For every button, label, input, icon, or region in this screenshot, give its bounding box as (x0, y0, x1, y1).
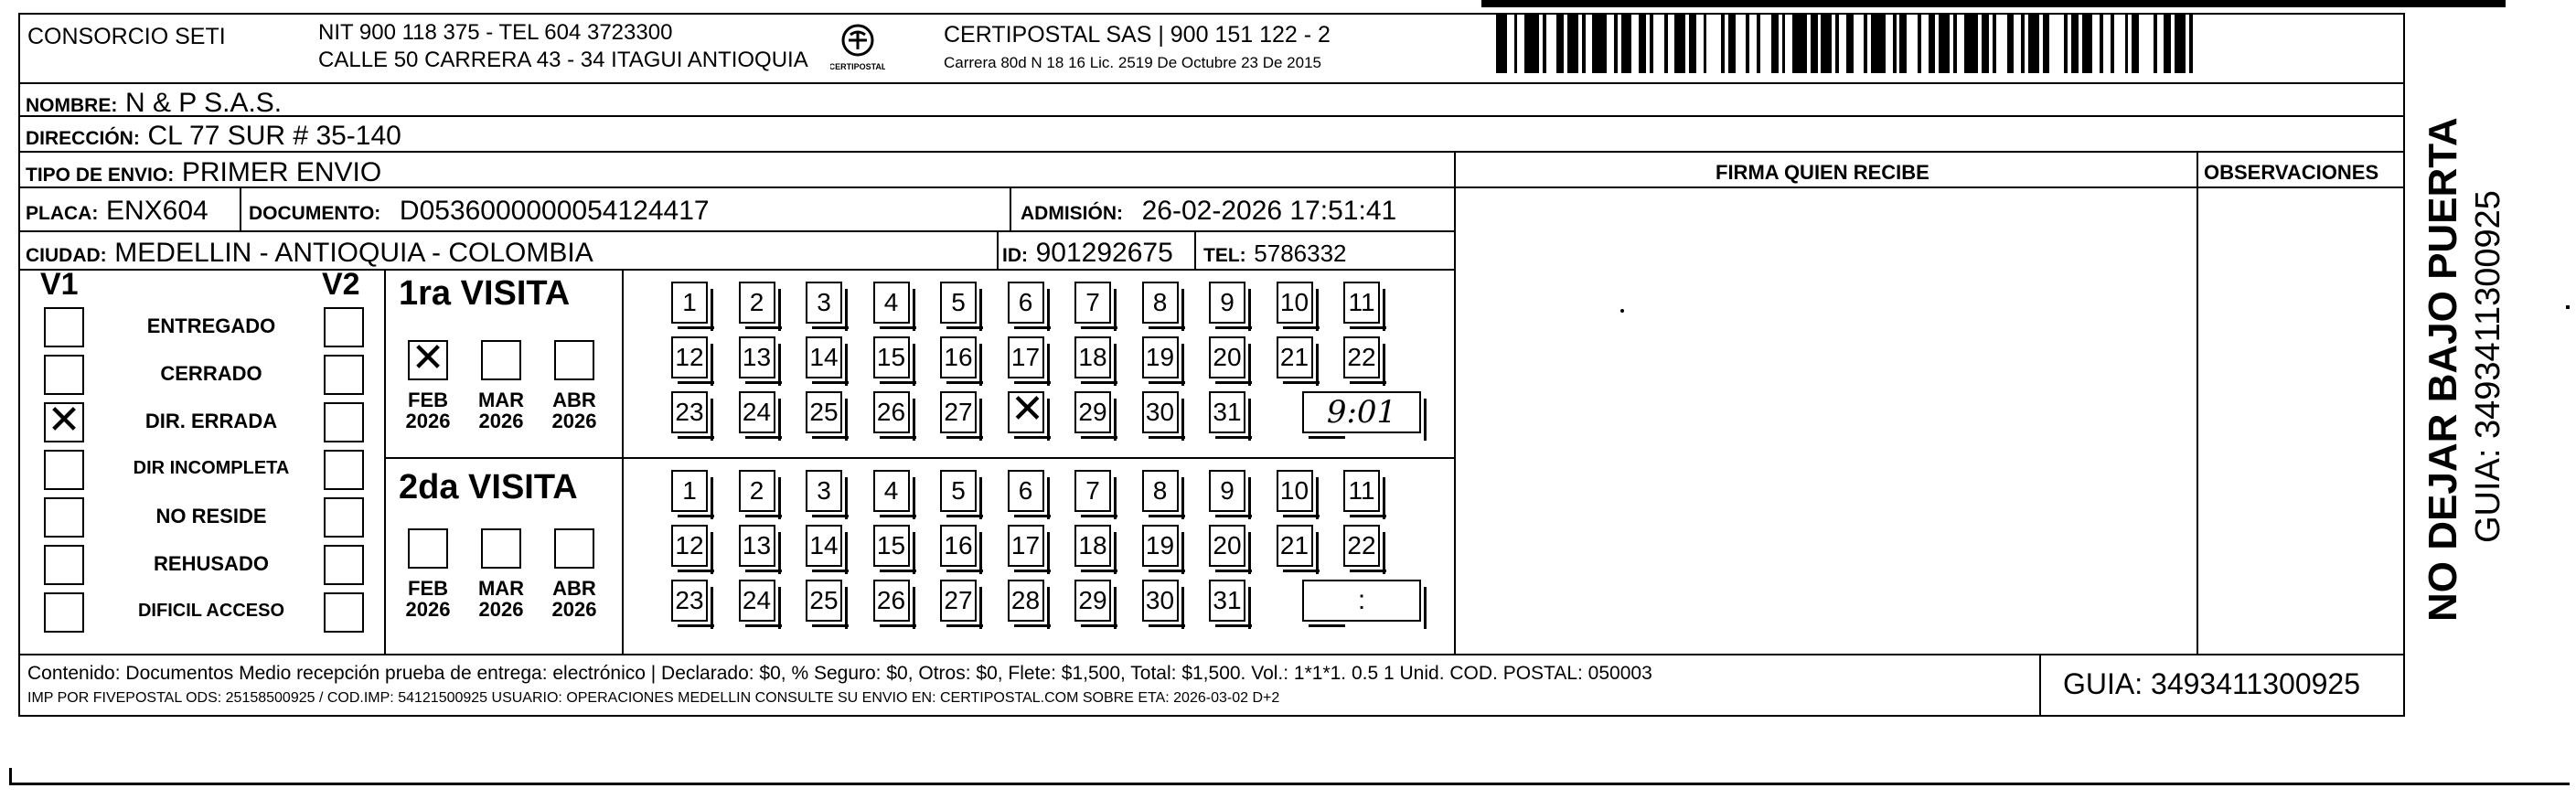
barcode-bar (1964, 15, 1979, 73)
month-checkbox[interactable] (554, 340, 594, 380)
barcode-bar (1674, 15, 1685, 73)
day-box[interactable]: 19 (1142, 525, 1179, 567)
month-checkbox[interactable] (408, 528, 448, 569)
barcode-space (2139, 15, 2154, 73)
status-label: DIR INCOMPLETA (133, 458, 290, 478)
divider (622, 269, 624, 654)
barcode-space (1886, 15, 1893, 73)
divider (18, 269, 1454, 271)
divider (1454, 151, 1456, 654)
time-box[interactable]: : (1302, 580, 1421, 622)
day-box[interactable]: 4 (873, 282, 910, 324)
barcode-space (2114, 15, 2125, 73)
barcode (1496, 15, 2200, 73)
tipo-envio-label: TIPO DE ENVIO: (26, 165, 175, 186)
day-box[interactable]: 3 (806, 282, 842, 324)
tel-value: 5786332 (1254, 240, 1347, 267)
month-name: FEB (408, 577, 448, 600)
day-box[interactable]: 11 (1343, 470, 1380, 512)
month-label (474, 389, 529, 431)
barcode-bar (1982, 15, 1989, 73)
month-checkbox[interactable] (481, 528, 521, 569)
day-box[interactable]: 8 (1142, 470, 1179, 512)
month-name: MAR (477, 389, 525, 411)
day-box[interactable]: 13 (739, 336, 775, 378)
day-box[interactable]: 20 (1209, 336, 1245, 378)
barcode-bar (1846, 15, 1854, 73)
barcode-bar (1939, 15, 1950, 73)
month-checkbox[interactable] (554, 528, 594, 569)
v1-checkbox[interactable] (44, 592, 84, 633)
barcode-bar (1771, 15, 1779, 73)
barcode-space (1736, 15, 1747, 73)
address-line: CALLE 50 CARRERA 43 - 34 ITAGUI ANTIOQUIA (318, 48, 808, 72)
month-label (547, 578, 602, 620)
barcode-bar (1592, 15, 1607, 73)
nombre-label: NOMBRE: (26, 95, 118, 116)
month-name: FEB (408, 389, 448, 411)
barcode-bar (2028, 15, 2039, 73)
day-box[interactable]: 15 (873, 525, 910, 567)
barcode-space (2157, 15, 2164, 73)
day-box[interactable]: 15 (873, 336, 910, 378)
time-box[interactable]: 9:01 (1302, 391, 1421, 433)
month-year: 2026 (478, 598, 524, 622)
day-box[interactable]: 5 (940, 282, 977, 324)
month-label (474, 578, 529, 620)
day-box[interactable]: 3 (806, 470, 842, 512)
month-name: ABR (552, 389, 596, 411)
tel-field (1203, 238, 1347, 266)
day-box[interactable]: 8 (1142, 282, 1179, 324)
day-box[interactable]: 25 (806, 391, 842, 433)
company-name: CONSORCIO SETI (27, 24, 226, 49)
firma-header: FIRMA QUIEN RECIBE (1716, 161, 1929, 184)
direccion-field (26, 121, 401, 150)
barcode-bar (1811, 15, 1818, 73)
v2-checkbox[interactable] (324, 355, 364, 395)
signature-area (1620, 309, 1624, 313)
bottom-scan-tick (9, 768, 12, 784)
month-year: 2026 (551, 410, 597, 433)
month-name: ABR (552, 577, 596, 600)
barcode-bar (2164, 15, 2171, 73)
divider (240, 186, 241, 230)
day-box[interactable]: 16 (940, 336, 977, 378)
certipostal-license: Carrera 80d N 18 16 Lic. 2519 De Octubre 23 De 2015 (944, 54, 1321, 71)
check-mark-icon: ✕ (1010, 387, 1044, 431)
v1-checkbox[interactable] (44, 545, 84, 585)
month-checkbox[interactable] (408, 336, 448, 380)
day-box[interactable]: 27 (940, 391, 977, 433)
month-label (401, 578, 455, 620)
barcode-space (1706, 15, 1721, 73)
barcode-bar (1792, 15, 1807, 73)
barcode-bar (2007, 15, 2015, 73)
day-box[interactable]: 14 (806, 336, 842, 378)
certipostal-logo-icon (830, 20, 885, 73)
day-box[interactable]: 1 (671, 282, 708, 324)
day-box[interactable]: 10 (1277, 470, 1313, 512)
v1-label: V1 (40, 267, 79, 302)
placa-label: PLACA: (26, 203, 99, 224)
documento-label: DOCUMENTO: (249, 203, 381, 224)
v2-checkbox[interactable] (324, 450, 364, 490)
day-box[interactable]: 30 (1142, 580, 1179, 622)
id-value: 901292675 (1035, 238, 1173, 268)
day-box[interactable]: 30 (1142, 391, 1179, 433)
v1-checkbox[interactable] (44, 450, 84, 490)
day-box[interactable]: 22 (1343, 525, 1380, 567)
barcode-bar (1496, 15, 1507, 73)
tipo-envio-field (26, 157, 381, 186)
divider (18, 151, 2405, 153)
day-box[interactable]: 23 (671, 391, 708, 433)
status-label: DIR. ERRADA (144, 410, 278, 432)
top-scan-bar (1481, 0, 2506, 7)
nit-line: NIT 900 118 375 - TEL 604 3723300 (318, 20, 673, 45)
no-dejar-warning: NO DEJAR BAJO PUERTA (2421, 117, 2465, 622)
barcode-bar (1728, 15, 1736, 73)
day-box[interactable]: 24 (739, 391, 775, 433)
documento-value: D0536000000054124417 (399, 196, 710, 226)
v2-checkbox[interactable] (324, 592, 364, 633)
admision-field (1021, 196, 1396, 225)
barcode-bar (2043, 15, 2050, 73)
barcode-space (1839, 15, 1846, 73)
divider (997, 230, 999, 269)
admision-label: ADMISIÓN: (1021, 203, 1123, 224)
status-label: CERRADO (160, 362, 262, 385)
day-box[interactable]: 2 (739, 282, 775, 324)
nombre-value: N & P S.A.S. (124, 88, 283, 118)
day-box[interactable]: 29 (1074, 391, 1111, 433)
barcode-space (2092, 15, 2100, 73)
ciudad-field (26, 238, 593, 267)
v2-checkbox[interactable] (324, 545, 364, 585)
month-label (401, 389, 455, 431)
day-box[interactable] (1008, 387, 1044, 433)
nombre-field (26, 88, 282, 117)
day-box[interactable]: 21 (1277, 525, 1313, 567)
bottom-scan-line (9, 783, 2570, 785)
day-box[interactable]: 26 (873, 391, 910, 433)
day-box[interactable]: 6 (1008, 470, 1044, 512)
day-box[interactable]: 13 (739, 525, 775, 567)
barcode-space (1749, 15, 1757, 73)
barcode-space (1760, 15, 1771, 73)
placa-field (26, 196, 208, 225)
barcode-bar (2132, 15, 2139, 73)
barcode-bar (1929, 15, 1936, 73)
first-visit-title: 1ra VISITA (399, 274, 571, 313)
day-box[interactable]: 10 (1277, 282, 1313, 324)
barcode-space (1517, 15, 1524, 73)
barcode-space (1957, 15, 1964, 73)
barcode-bar (1524, 15, 1539, 73)
day-box[interactable]: 14 (806, 525, 842, 567)
barcode-space (1668, 15, 1675, 73)
footer-content-line: Contenido: Documentos Medio recepción prueba de entrega: electrónico | Declarado: $0, % Seguro: $0, Otros: $0, Flete: $1,500, Total: $1,500. Vol.: 1*1*1. 0.5 1 Unid. COD. POSTAL: 050003 (27, 663, 1652, 684)
day-box[interactable]: 5 (940, 470, 977, 512)
barcode-space (2193, 15, 2200, 73)
barcode-bar (1621, 15, 1632, 73)
month-name: MAR (477, 577, 525, 600)
day-box[interactable]: 21 (1277, 336, 1313, 378)
day-box[interactable]: 12 (671, 525, 708, 567)
month-year: 2026 (405, 410, 451, 433)
ciudad-label: CIUDAD: (26, 245, 107, 266)
v2-checkbox[interactable] (324, 307, 364, 347)
barcode-bar (2071, 15, 2079, 73)
barcode-space (1696, 15, 1704, 73)
day-box[interactable]: 6 (1008, 282, 1044, 324)
barcode-space (1631, 15, 1639, 73)
day-box[interactable]: 24 (739, 580, 775, 622)
day-box[interactable]: 9 (1209, 470, 1245, 512)
day-box[interactable]: 9 (1209, 282, 1245, 324)
tel-label: TEL: (1203, 245, 1246, 266)
status-label: NO RESIDE (155, 505, 267, 527)
day-box[interactable]: 29 (1074, 580, 1111, 622)
barcode-bar (2082, 15, 2093, 73)
status-label: DIFICIL ACCESO (137, 601, 284, 621)
barcode-bar (2175, 15, 2186, 73)
month-year: 2026 (478, 410, 524, 433)
day-box[interactable]: 23 (671, 580, 708, 622)
day-box[interactable]: 20 (1209, 525, 1245, 567)
barcode-bar (1567, 15, 1578, 73)
day-box[interactable]: 17 (1008, 525, 1044, 567)
v1-checkbox[interactable] (44, 307, 84, 347)
divider (2197, 151, 2198, 654)
day-box[interactable]: 12 (671, 336, 708, 378)
side-guia: GUIA: 3493411300925 (2469, 190, 2507, 543)
v2-checkbox[interactable] (324, 497, 364, 538)
placa-value: ENX604 (105, 196, 208, 226)
barcode-bar (1821, 15, 1832, 73)
month-label (547, 389, 602, 431)
direccion-value: CL 77 SUR # 35-140 (147, 121, 401, 151)
day-box[interactable]: 18 (1074, 525, 1111, 567)
barcode-space (1607, 15, 1614, 73)
documento-field (249, 196, 710, 225)
footer-print-line: IMP POR FIVEPOSTAL ODS: 25158500925 / COD.IMP: 54121500925 USUARIO: OPERACIONES MEDELLIN CONSULTE SU ENVIO EN: CERTIPOSTAL.COM SOBRE ETA: 2026-03-02 D+2 (27, 690, 1280, 706)
status-label: REHUSADO (154, 552, 269, 575)
v2-checkbox[interactable] (324, 402, 364, 442)
barcode-space (2103, 15, 2111, 73)
barcode-bar (1899, 15, 1907, 73)
v1-checkbox[interactable] (44, 398, 84, 442)
month-year: 2026 (405, 598, 451, 622)
day-box[interactable]: 11 (1343, 282, 1380, 324)
barcode-space (2049, 15, 2064, 73)
divider (2039, 654, 2041, 717)
admision-value: 26-02-2026 17:51:41 (1141, 196, 1397, 226)
barcode-space (2014, 15, 2021, 73)
id-field (1002, 238, 1173, 267)
v2-label: V2 (322, 267, 360, 302)
month-year: 2026 (551, 598, 597, 622)
divider (1194, 230, 1196, 269)
day-box[interactable]: 18 (1074, 336, 1111, 378)
v1-checkbox[interactable] (44, 497, 84, 538)
v1-checkbox[interactable] (44, 355, 84, 395)
barcode-space (1854, 15, 1865, 73)
barcode-bar (1871, 15, 1886, 73)
status-label: ENTREGADO (146, 314, 276, 337)
day-box[interactable]: 17 (1008, 336, 1044, 378)
barcode-space (1996, 15, 2007, 73)
barcode-space (1907, 15, 1918, 73)
day-box[interactable]: 16 (940, 525, 977, 567)
edge-mark (2566, 305, 2570, 309)
barcode-space (1921, 15, 1929, 73)
divider (18, 230, 1454, 232)
divider (384, 457, 1454, 459)
check-mark-icon: ✕ (411, 336, 445, 380)
tipo-envio-value: PRIMER ENVIO (181, 157, 382, 187)
month-checkbox[interactable] (481, 340, 521, 380)
day-box[interactable]: 25 (806, 580, 842, 622)
day-box[interactable]: 27 (940, 580, 977, 622)
barcode-space (1785, 15, 1792, 73)
barcode-bar (1556, 15, 1564, 73)
day-box[interactable]: 19 (1142, 336, 1179, 378)
day-box[interactable]: 31 (1209, 580, 1245, 622)
day-box[interactable]: 2 (739, 470, 775, 512)
barcode-space (1653, 15, 1664, 73)
divider (1010, 186, 1011, 230)
certipostal-line: CERTIPOSTAL SAS | 900 151 122 - 2 (944, 22, 1331, 48)
second-visit-title: 2da VISITA (399, 468, 578, 506)
barcode-space (1546, 15, 1557, 73)
footer-guia: GUIA: 3493411300925 (2063, 667, 2360, 700)
svg-text:CERTIPOSTAL: CERTIPOSTAL (830, 62, 885, 71)
id-label: ID: (1002, 245, 1028, 266)
divider (18, 115, 2405, 117)
barcode-space (1507, 15, 1514, 73)
day-box[interactable]: 4 (873, 470, 910, 512)
barcode-bar (1639, 15, 1646, 73)
check-mark-icon: ✕ (47, 398, 81, 442)
day-box[interactable]: 26 (873, 580, 910, 622)
divider (384, 269, 386, 654)
direccion-label: DIRECCIÓN: (26, 128, 140, 149)
observaciones-header: OBSERVACIONES (2204, 161, 2379, 184)
day-box[interactable]: 1 (671, 470, 708, 512)
divider (18, 654, 2405, 655)
ciudad-value: MEDELLIN - ANTIOQUIA - COLOMBIA (114, 238, 593, 268)
day-box[interactable]: 31 (1209, 391, 1245, 433)
day-box[interactable]: 7 (1074, 470, 1111, 512)
barcode-space (1586, 15, 1593, 73)
divider (18, 82, 2405, 84)
day-box[interactable]: 22 (1343, 336, 1380, 378)
day-box[interactable]: 7 (1074, 282, 1111, 324)
barcode-bar (1689, 15, 1696, 73)
day-box[interactable]: 28 (1008, 580, 1044, 622)
